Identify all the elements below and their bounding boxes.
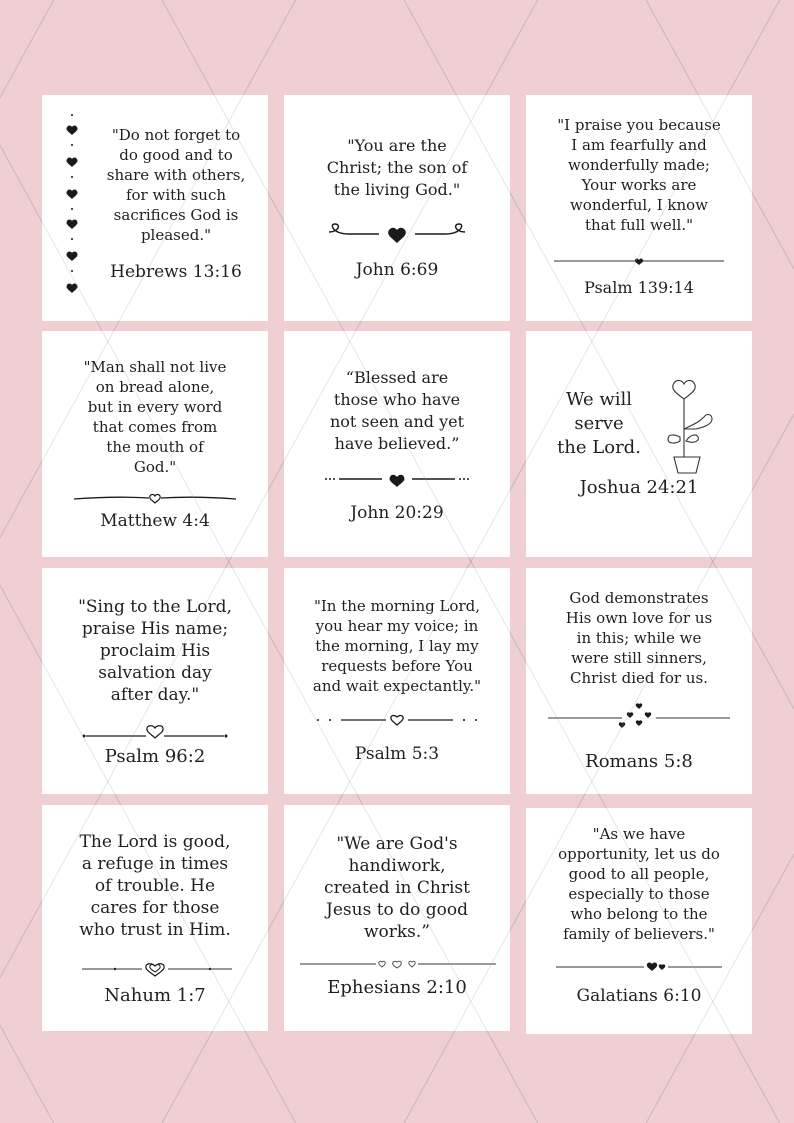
verse-quote: "Man shall not live on bread alone, but in every word that comes from the mouth of God.": [83, 358, 227, 476]
verse-card-psalm-5: [284, 568, 510, 794]
swirl-heart-divider-icon: [284, 217, 510, 247]
verse-quote: God demonstrates His own love for us in this; while we were still sinners, Christ died for us.: [565, 589, 713, 687]
verse-reference: Psalm 5:3: [354, 744, 440, 764]
outline-heart-divider-icon: [42, 488, 268, 508]
verse-card-matthew: [42, 331, 268, 557]
dotted-heart-divider-icon: [284, 466, 510, 490]
heart-plant-pot-icon: [664, 379, 734, 479]
verse-reference: John 20:29: [350, 503, 444, 523]
verse-card-galatians: [526, 808, 752, 1034]
verse-reference: Galatians 6:10: [576, 986, 702, 1006]
verse-card-joshua: [526, 331, 752, 557]
double-heart-divider-icon: [42, 957, 268, 979]
verse-card-romans: [526, 568, 752, 794]
verse-card-john-20: [284, 331, 510, 557]
verse-reference: Matthew 4:4: [100, 511, 210, 531]
verse-card-nahum: [42, 805, 268, 1031]
heart-column-icon: [52, 95, 92, 321]
verse-card-john-6: [284, 95, 510, 321]
verse-card-psalm-96: [42, 568, 268, 794]
line-small-heart-divider-icon: [526, 253, 752, 269]
verse-card-hebrews: [42, 95, 268, 321]
verse-quote: “Blessed are those who have not seen and yet have believed.”: [329, 368, 465, 453]
verse-reference: Joshua 24:21: [579, 477, 699, 498]
verse-reference: Nahum 1:7: [104, 985, 206, 1006]
dot-line-heart-divider-icon: [284, 710, 510, 730]
verse-reference: Psalm 96:2: [104, 746, 206, 767]
verse-quote: "I praise you because I am fearfully and wonderfully made; Your works are wonderful, I know that full well.": [557, 116, 721, 234]
twin-heart-divider-icon: [526, 956, 752, 976]
verse-reference: Psalm 139:14: [584, 278, 694, 297]
verse-quote: "Do not forget to do good and to share with others, for with such sacrifices God is pleased.": [106, 126, 246, 244]
verse-quote: The Lord is good, a refuge in times of trouble. He cares for those who trust in Him.: [79, 832, 231, 940]
heart-cluster-divider-icon: [526, 698, 752, 732]
three-hearts-divider-icon: [284, 955, 510, 973]
verse-reference: Ephesians 2:10: [327, 977, 467, 998]
verse-card-ephesians: [284, 805, 510, 1031]
verse-reference: Hebrews 13:16: [110, 262, 242, 282]
verse-quote: "We are God's handiwork, created in Christ Jesus to do good works.”: [324, 834, 470, 942]
verse-quote: "You are the Christ; the son of the living God.": [326, 136, 468, 199]
verse-quote: "As we have opportunity, let us do good to all people, especially to those who belong to the family of believers.": [558, 825, 720, 943]
verse-quote: "In the morning Lord, you hear my voice; in the morning, I lay my requests before You and wait expectantly.": [312, 597, 482, 695]
verse-reference: John 6:69: [355, 260, 439, 280]
verse-reference: Romans 5:8: [585, 751, 693, 772]
line-outline-heart-divider-icon: [42, 721, 268, 743]
verse-quote: We will serve the Lord.: [557, 389, 641, 458]
verse-quote: "Sing to the Lord, praise His name; proclaim His salvation day after day.": [78, 597, 232, 705]
verse-card-psalm-139: [526, 95, 752, 321]
